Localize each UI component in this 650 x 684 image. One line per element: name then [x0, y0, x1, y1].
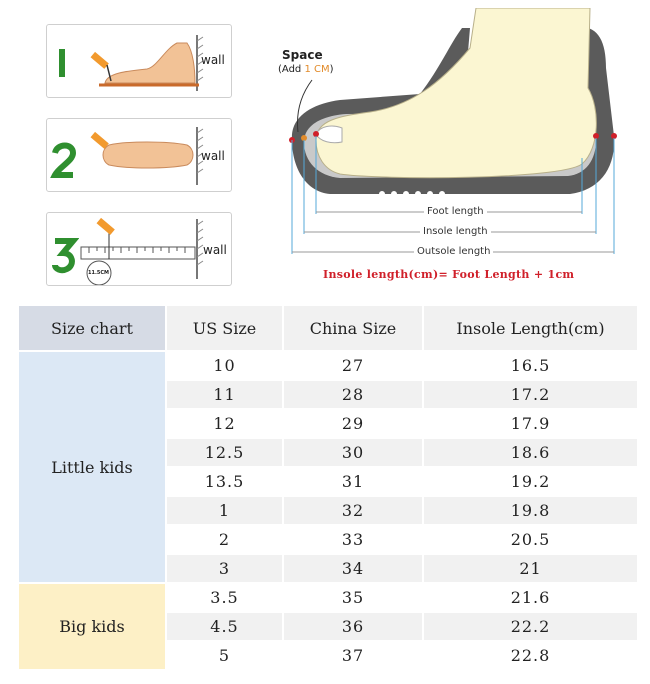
table-row [19, 584, 637, 611]
insole-cell: 22.2 [424, 613, 637, 640]
step-2-panel [46, 118, 232, 192]
table-body [19, 352, 637, 669]
step-1-panel [46, 24, 232, 98]
insole-cell: 21.6 [424, 584, 637, 611]
foot-length-label: Foot length [424, 206, 487, 217]
size-chart-table [17, 304, 639, 671]
step-number-1-icon [53, 43, 73, 83]
insole-length-label: Insole length [420, 226, 491, 237]
us-cell: 3 [167, 555, 282, 582]
insole-cell: 17.2 [424, 381, 637, 408]
insole-cell: 22.8 [424, 642, 637, 669]
header-us-size: US Size [167, 306, 282, 350]
us-cell: 12.5 [167, 439, 282, 466]
group-label: Big kids [19, 584, 165, 669]
ruler-reading: 11.5CM [88, 270, 109, 276]
insole-cell: 17.9 [424, 410, 637, 437]
step-3-panel [46, 212, 232, 286]
china-cell: 36 [284, 613, 422, 640]
insole-cell: 21 [424, 555, 637, 582]
china-cell: 35 [284, 584, 422, 611]
us-cell: 10 [167, 352, 282, 379]
insole-cell: 18.6 [424, 439, 637, 466]
china-cell: 31 [284, 468, 422, 495]
china-cell: 37 [284, 642, 422, 669]
header-size-chart: Size chart [19, 306, 165, 350]
us-cell: 1 [167, 497, 282, 524]
header-insole-length: Insole Length(cm) [424, 306, 637, 350]
insole-cell: 16.5 [424, 352, 637, 379]
table-header-row [19, 306, 637, 350]
measurement-guide [0, 0, 650, 300]
china-cell: 29 [284, 410, 422, 437]
china-cell: 28 [284, 381, 422, 408]
insole-formula: Insole length(cm)= Foot Length + 1cm [323, 268, 575, 281]
us-cell: 11 [167, 381, 282, 408]
china-cell: 27 [284, 352, 422, 379]
wall-label: wall [201, 53, 225, 67]
china-cell: 34 [284, 555, 422, 582]
space-label: Space [282, 48, 323, 62]
wall-label: wall [203, 243, 227, 257]
insole-cell: 20.5 [424, 526, 637, 553]
china-cell: 30 [284, 439, 422, 466]
insole-cell: 19.2 [424, 468, 637, 495]
us-cell: 5 [167, 642, 282, 669]
step-number-3-icon [49, 235, 79, 275]
outsole-length-label: Outsole length [414, 246, 493, 257]
china-cell: 33 [284, 526, 422, 553]
space-sub-label: (Add 1 CM) [278, 64, 334, 75]
us-cell: 13.5 [167, 468, 282, 495]
header-china-size: China Size [284, 306, 422, 350]
us-cell: 12 [167, 410, 282, 437]
insole-cell: 19.8 [424, 497, 637, 524]
step-number-2-icon [49, 141, 79, 181]
us-cell: 4.5 [167, 613, 282, 640]
us-cell: 2 [167, 526, 282, 553]
table-row [19, 352, 637, 379]
group-label: Little kids [19, 352, 165, 582]
wall-label: wall [201, 149, 225, 163]
china-cell: 32 [284, 497, 422, 524]
foot-shape [316, 8, 596, 178]
us-cell: 3.5 [167, 584, 282, 611]
